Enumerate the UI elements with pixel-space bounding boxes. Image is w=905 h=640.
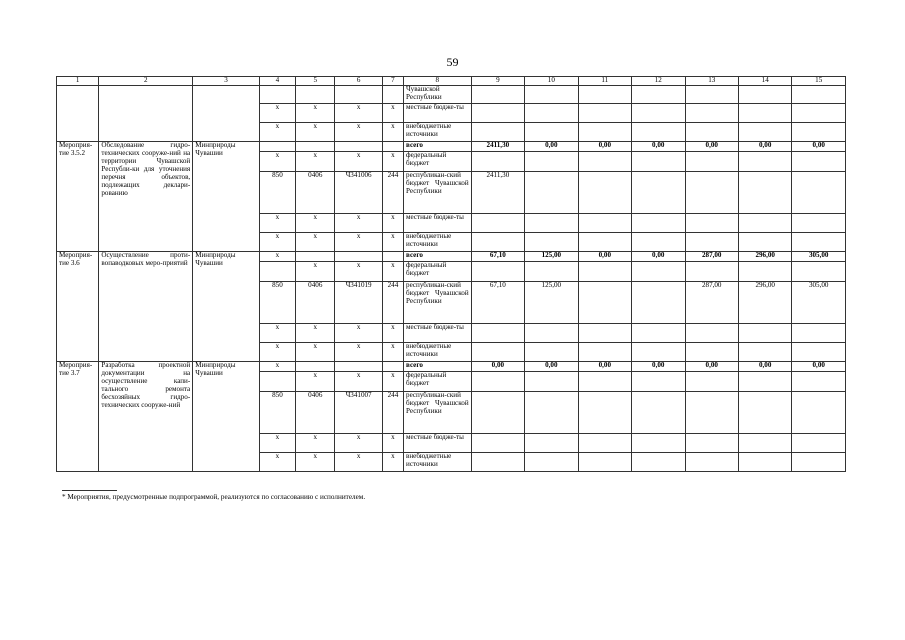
header-cell: 2: [99, 77, 193, 86]
table-row: х х х х федеральный бюджет: [57, 152, 846, 172]
rb-value: [578, 172, 631, 214]
table-row: х х х х внебюджетные источники: [57, 233, 846, 252]
header-cell: 10: [525, 77, 578, 86]
source-label: внебюджетные источники: [404, 453, 472, 472]
measure-label: Мероприя-тие 3.7: [57, 362, 99, 472]
table-row: х х х х внебюджетные источники: [57, 453, 846, 472]
rb-value: 296,00: [738, 282, 791, 324]
rb-value: [685, 392, 738, 434]
header-cell: 5: [296, 77, 335, 86]
rb-value: 287,00: [685, 282, 738, 324]
page-number: 59: [446, 55, 459, 69]
table-row: Мероприя-тие 3.6 Осуществление проти-вопаводковых меро-приятий Минприроды Чувашии х всего 67,10 125,00 0,00 0,00 287,00 296,00 305,00: [57, 252, 846, 262]
rb-value: [632, 392, 685, 434]
source-label: внебюджетные источники: [404, 233, 472, 252]
measure-executor: Минприроды Чувашии: [193, 142, 260, 252]
total-value: 0,00: [792, 142, 846, 152]
budget-table: [56, 76, 846, 472]
code-grbs: 850: [259, 282, 295, 324]
measure-executor: Минприроды Чувашии: [193, 362, 260, 472]
rb-value: [738, 392, 791, 434]
rb-value: 305,00: [792, 282, 846, 324]
table-row: х х х х местные бюдже-ты: [57, 324, 846, 343]
total-value: 0,00: [471, 362, 524, 372]
total-value: 0,00: [525, 362, 578, 372]
total-value: 0,00: [738, 142, 791, 152]
header-cell: 8: [404, 77, 472, 86]
code-csr: Ч341006: [335, 172, 382, 214]
source-label: Чувашской Республики: [404, 86, 472, 104]
total-value: 125,00: [525, 252, 578, 262]
code-csr: Ч341019: [335, 282, 382, 324]
table-row: х х х федеральный бюджет: [57, 262, 846, 282]
header-cell: 12: [632, 77, 685, 86]
total-value: 0,00: [578, 252, 631, 262]
source-label: внебюджетные источники: [404, 123, 472, 142]
total-value: 0,00: [792, 362, 846, 372]
rb-value: [525, 392, 578, 434]
code-rz: 0406: [296, 172, 335, 214]
table-row: х х х федеральный бюджет: [57, 372, 846, 392]
source-label: федеральный бюджет: [404, 152, 472, 172]
table-row: х х х х местные бюдже-ты: [57, 214, 846, 233]
total-value: 0,00: [632, 252, 685, 262]
total-value: 0,00: [578, 142, 631, 152]
source-label: республикан-ский бюджет Чувашской Республики: [404, 392, 472, 434]
rb-value: 67,10: [471, 282, 524, 324]
table-row: х х х х внебюджетные источники: [57, 123, 846, 142]
code-rz: 0406: [296, 392, 335, 434]
source-label: республикан-ский бюджет Чувашской Республики: [404, 172, 472, 214]
rb-value: [578, 392, 631, 434]
measure-name: Обследование гидро-технических сооруже-ний на территории Чувашской Республи-ки для уточнения перечня объектов, подлежащих деклари-рованию: [99, 142, 193, 252]
header-cell: 11: [578, 77, 631, 86]
rb-value: 125,00: [525, 282, 578, 324]
header-cell: 6: [335, 77, 382, 86]
total-value: 0,00: [578, 362, 631, 372]
total-value: 0,00: [685, 362, 738, 372]
total-value: 0,00: [738, 362, 791, 372]
rb-value: [525, 172, 578, 214]
measure-name: Разработка проектной документации на осуществление капи-тального ремонта бесхозяйных гидро-технических сооруже-ний: [99, 362, 193, 472]
table-row: [57, 86, 846, 104]
rb-value: [738, 172, 791, 214]
source-label: всего: [404, 142, 472, 152]
total-value: 0,00: [632, 362, 685, 372]
header-cell: 4: [259, 77, 295, 86]
measure-name: Осуществление проти-вопаводковых меро-приятий: [99, 252, 193, 362]
code-vr: 244: [382, 282, 403, 324]
source-label: республикан-ский бюджет Чувашской Республики: [404, 282, 472, 324]
measure-label: Мероприя-тие 3.6: [57, 252, 99, 362]
footnote: * Мероприятия, предусмотренные подпрограммой, реализуются по согласованию с исполнителем.: [62, 493, 366, 501]
footnote-divider: [62, 490, 117, 491]
rb-value: [632, 172, 685, 214]
code-rz: 0406: [296, 282, 335, 324]
rb-value: 2411,30: [471, 172, 524, 214]
header-cell: 14: [738, 77, 791, 86]
code-vr: 244: [382, 172, 403, 214]
total-value: 305,00: [792, 252, 846, 262]
rb-value: [578, 282, 631, 324]
header-cell: 3: [193, 77, 260, 86]
total-value: 67,10: [471, 252, 524, 262]
rb-value: [792, 172, 846, 214]
total-value: 0,00: [525, 142, 578, 152]
table-row: [57, 142, 846, 152]
total-value: 287,00: [685, 252, 738, 262]
total-value: 2411,30: [471, 142, 524, 152]
table-row: х х х х внебюджетные источники: [57, 343, 846, 362]
header-cell: 9: [471, 77, 524, 86]
code-vr: 244: [382, 392, 403, 434]
total-value: 296,00: [738, 252, 791, 262]
header-cell: 15: [792, 77, 846, 86]
rb-value: [685, 172, 738, 214]
table-header-row: [57, 77, 846, 86]
table-row: х х х х местные бюдже-ты: [57, 434, 846, 453]
header-cell: 13: [685, 77, 738, 86]
source-label: местные бюдже-ты: [404, 214, 472, 233]
source-label: всего: [404, 252, 472, 262]
source-label: местные бюдже-ты: [404, 324, 472, 343]
rb-value: [471, 392, 524, 434]
code-csr: Ч341007: [335, 392, 382, 434]
code-grbs: 850: [259, 172, 295, 214]
total-value: 0,00: [685, 142, 738, 152]
header-cell: 1: [57, 77, 99, 86]
total-value: 0,00: [632, 142, 685, 152]
rb-value: [632, 282, 685, 324]
source-label: внебюджетные источники: [404, 343, 472, 362]
table-row: х х х х местные бюдже-ты: [57, 104, 846, 123]
code-grbs: 850: [259, 392, 295, 434]
source-label: федеральный бюджет: [404, 262, 472, 282]
source-label: местные бюдже-ты: [404, 434, 472, 453]
measure-label: Мероприя-тие 3.5.2: [57, 142, 99, 252]
table-row: Мероприя-тие 3.7 Разработка проектной документации на осуществление капи-тального ремонта бесхозяйных гидро-технических сооруже-ний Минприроды Чувашии х всего 0,00 0,00 0,00 0,00 0,00 0,00 0,00: [57, 362, 846, 372]
header-cell: 7: [382, 77, 403, 86]
rb-value: [792, 392, 846, 434]
source-label: всего: [404, 362, 472, 372]
source-label: местные бюдже-ты: [404, 104, 472, 123]
measure-executor: Минприроды Чувашии: [193, 252, 260, 362]
source-label: федеральный бюджет: [404, 372, 472, 392]
